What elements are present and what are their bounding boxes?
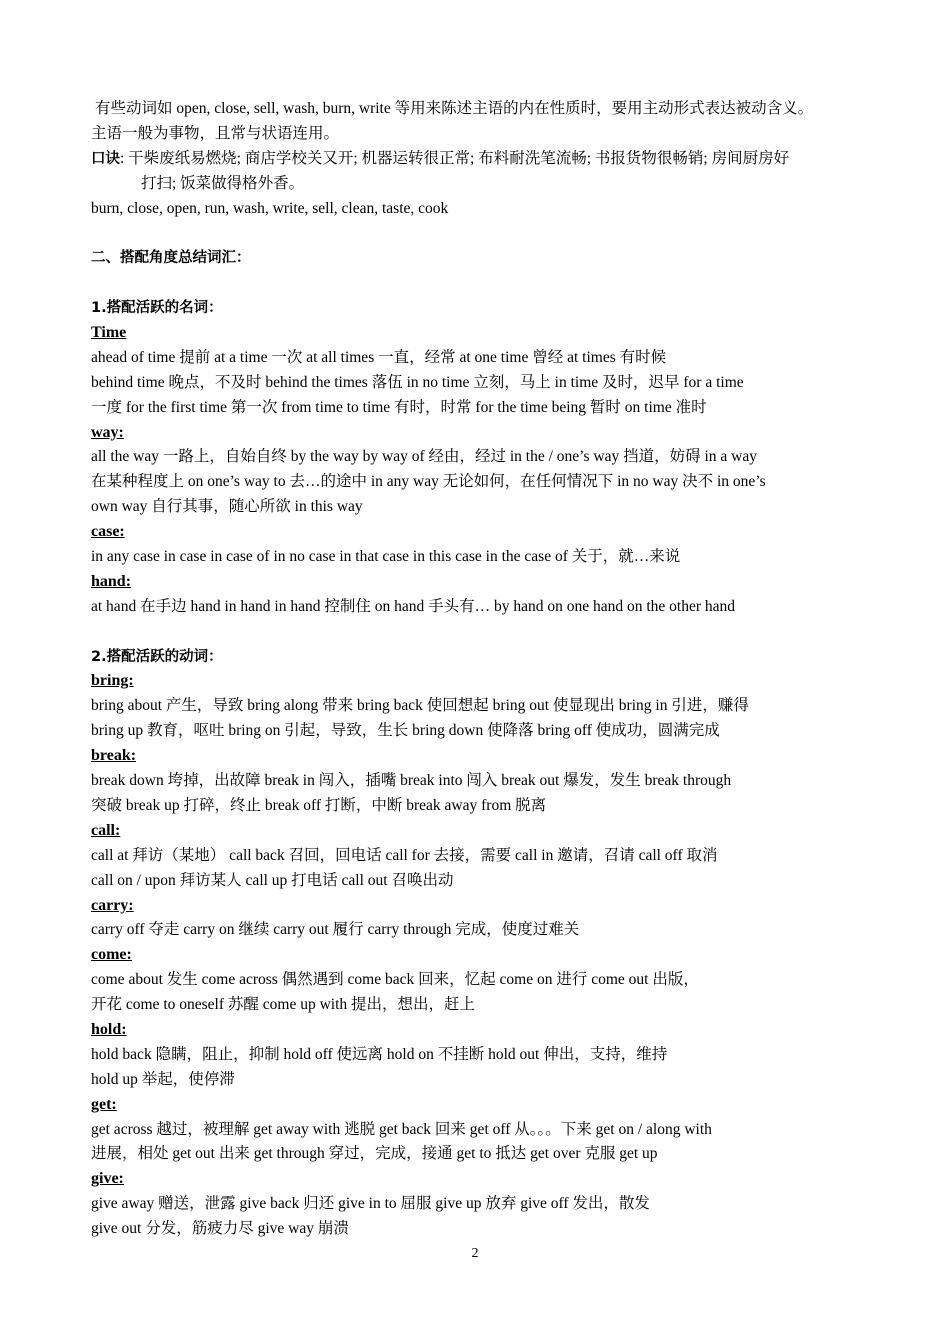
verb-entry-line: 进展，相处 get out 出来 get through 穿过，完成，接通 get to 抵达 get over 克服 get up — [91, 1145, 658, 1163]
noun-heading-text: Time — [91, 324, 127, 342]
verb-heading — [91, 1018, 881, 1043]
noun-entry-line: behind time 晚点，不及时 behind the times 落伍 in no time 立刻，马上 in time 及时，迟早 for a time — [91, 373, 744, 391]
verb-heading — [91, 1093, 881, 1118]
spacer — [91, 620, 881, 645]
verb-heading-text: carry: — [91, 896, 134, 914]
verbs-title: 2.搭配活跃的动词： — [91, 648, 223, 665]
noun-heading-text: case: — [91, 523, 125, 541]
noun-entry-line: ahead of time 提前 at a time 一次 at all times 一直，经常 at one time 曾经 at times 有时候 — [91, 348, 667, 366]
noun-entry-line: all the way 一路上，自始自终 by the way by way of 经由，经过 in the / one’s way 挡道，妨碍 in a way — [91, 448, 757, 466]
verb-entry-line: 开花 come to oneself 苏醒 come up with 提出，想出，赶上 — [91, 996, 476, 1014]
verb-heading — [91, 744, 881, 769]
noun-heading-text: way: — [91, 423, 124, 441]
verb-list: burn, close, open, run, wash, write, sell, clean, taste, cook — [91, 199, 449, 217]
verb-heading-text: call: — [91, 821, 121, 839]
verb-heading-text: bring: — [91, 672, 134, 690]
mnemonic-text: : 干柴废纸易燃烧; 商店学校关又开; 机器运转很正常; 布料耐洗笔流畅; 书报货物很畅销; 房间厨房好 — [120, 149, 790, 167]
verb-entry-line: hold back 隐瞒，阻止，抑制 hold off 使远离 hold on 不挂断 hold out 伸出，支持，维持 — [91, 1045, 668, 1063]
noun-heading — [91, 520, 881, 545]
mnemonic-line-1 — [91, 147, 881, 172]
section-2-title: 二、搭配角度总结词汇： — [91, 250, 251, 267]
verb-entry-line: break down 垮掉，出故障 break in 闯入，插嘴 break into 闯入 break out 爆发，发生 break through — [91, 772, 732, 790]
verb-entry-line: call on / upon 拜访某人 call up 打电话 call out 召唤出动 — [91, 871, 454, 889]
mnemonic-label: 口诀 — [91, 150, 120, 167]
nouns-list — [91, 321, 881, 620]
verb-heading — [91, 1167, 881, 1192]
verb-heading-text: hold: — [91, 1020, 127, 1038]
document-body — [91, 97, 881, 1242]
noun-heading — [91, 421, 881, 446]
mnemonic-line-2: 打扫; 饭菜做得格外香。 — [141, 174, 305, 192]
verb-entry-line: give out 分发，筋疲力尽 give way 崩溃 — [91, 1220, 349, 1238]
verb-heading — [91, 669, 881, 694]
verb-entry-line: bring up 教育，呕吐 bring on 引起，导致，生长 bring down 使降落 bring off 使成功，圆满完成 — [91, 722, 720, 740]
noun-entry-line: in any case in case in case of in no case in that case in this case in the case of 关于，就…来说 — [91, 548, 681, 566]
verb-heading-text: break: — [91, 747, 137, 765]
verb-entry-line: get across 越过，被理解 get away with 逃脱 get back 回来 get off 从。。。下来 get on / along with — [91, 1120, 712, 1138]
noun-entry-line: 一度 for the first time 第一次 from time to time 有时，时常 for the time being 暂时 on time 准时 — [91, 398, 707, 416]
noun-entry-line: own way 自行其事，随心所欲 in this way — [91, 498, 363, 516]
verb-heading-text: give: — [91, 1170, 124, 1188]
spacer — [91, 271, 881, 296]
verb-entry-line: hold up 举起，使停滞 — [91, 1070, 235, 1088]
verb-entry-line: bring about 产生，导致 bring along 带来 bring back 使回想起 bring out 使显现出 bring in 引进，赚得 — [91, 697, 749, 715]
noun-heading — [91, 321, 881, 346]
verbs-list — [91, 669, 881, 1241]
page-number: 2 — [471, 1246, 479, 1261]
verb-heading — [91, 894, 881, 919]
noun-heading — [91, 570, 881, 595]
verb-entry-line: 突破 break up 打碎，终止 break off 打断，中断 break away from 脱离 — [91, 796, 547, 814]
verb-entry-line: give away 赠送，泄露 give back 归还 give in to 屈服 give up 放弃 give off 发出，散发 — [91, 1195, 650, 1213]
verb-entry-line: come about 发生 come across 偶然遇到 come back 回来，忆起 come on 进行 come out 出版， — [91, 971, 699, 989]
verb-entry-line: carry off 夺走 carry on 继续 carry out 履行 carry through 完成，使度过难关 — [91, 921, 580, 939]
noun-heading-text: hand: — [91, 572, 132, 590]
verb-heading — [91, 943, 881, 968]
noun-entry-line: at hand 在手边 hand in hand in hand 控制住 on hand 手头有… by hand on one hand on the other hand — [91, 597, 735, 615]
spacer — [91, 221, 881, 246]
intro-line-1: 有些动词如 open, close, sell, wash, burn, write 等用来陈述主语的内在性质时，要用主动形式表达被动含义。 — [95, 100, 814, 117]
nouns-title: 1.搭配活跃的名词： — [91, 300, 223, 317]
noun-entry-line: 在某种程度上 on one’s way to 去…的途中 in any way 无论如何，在任何情况下 in no way 决不 in one’s — [91, 473, 766, 491]
verb-heading-text: get: — [91, 1095, 117, 1113]
intro-line-2: 主语一般为事物，且常与状语连用。 — [91, 124, 340, 142]
verb-heading — [91, 819, 881, 844]
verb-heading-text: come: — [91, 946, 132, 964]
verb-entry-line: call at 拜访（某地） call back 召回，回电话 call for 去接，需要 call in 邀请，召请 call off 取消 — [91, 846, 718, 864]
